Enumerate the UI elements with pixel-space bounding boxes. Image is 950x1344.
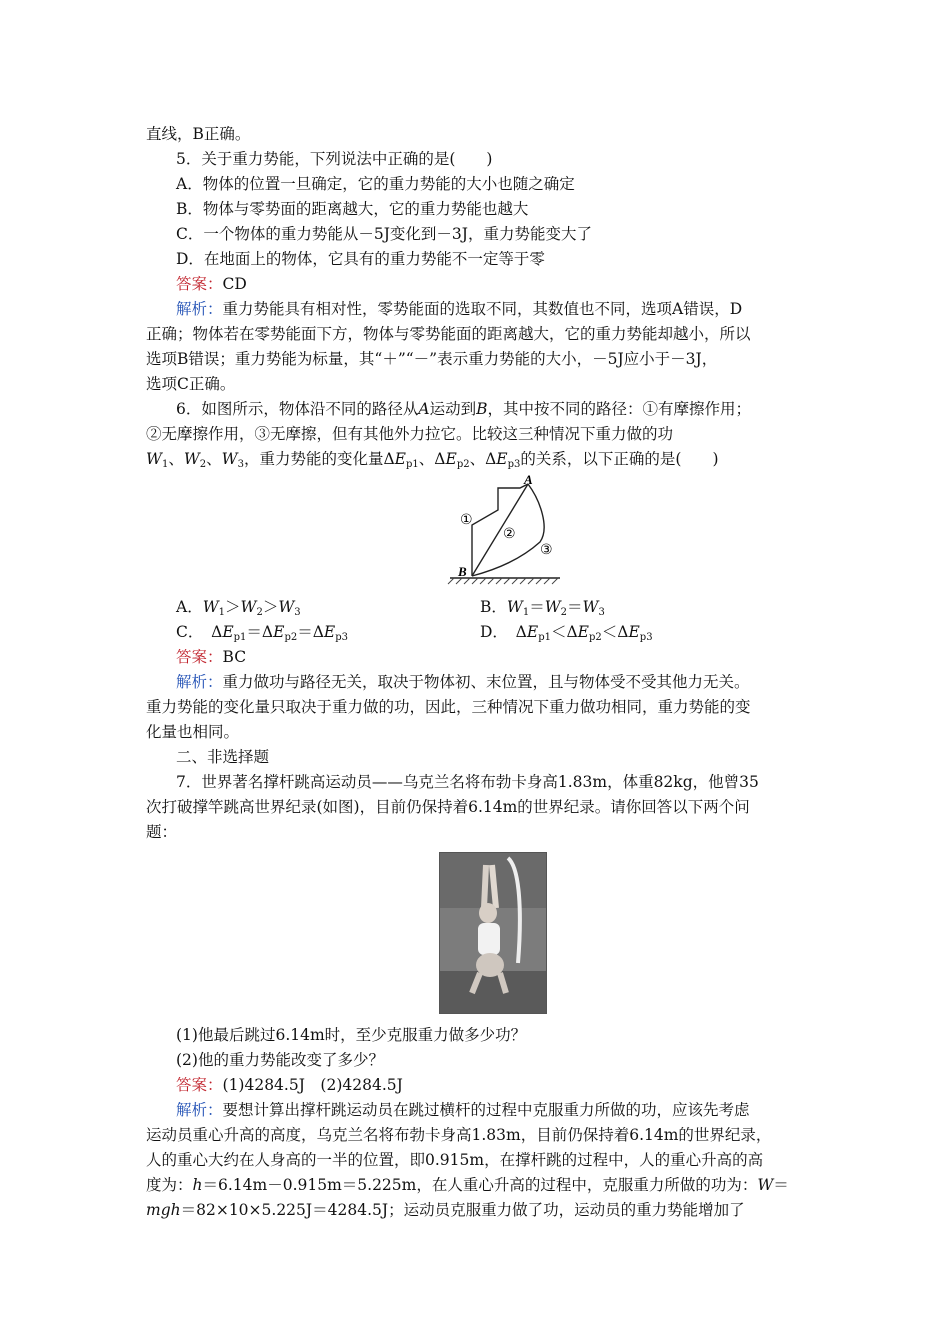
option-6b: B．$W_1=W_2=W_3$ bbox=[480, 598, 605, 618]
explanation-5-line-3: 选项B错误；重力势能为标量，其“＋”“－”表示重力势能的大小，－5J应小于－3J， bbox=[146, 350, 718, 368]
question-6-line-2: ②无摩擦作用，③无摩擦，但有其他外力拉它。比较这三种情况下重力做的功 bbox=[146, 425, 674, 443]
explanation-7-line-3: 人的重心大约在人身高的一半的位置，即0.915m，在撑杆跳的过程中，人的重心升高的高 bbox=[146, 1151, 764, 1169]
explanation-6-line-1: 解析：重力做功与路径无关，取决于物体初、末位置，且与物体受不受其他力无关。 bbox=[176, 673, 750, 691]
explanation-label: 解析： bbox=[176, 300, 223, 318]
explanation-5-line-4: 选项C正确。 bbox=[146, 375, 236, 393]
explanation-label: 解析： bbox=[176, 673, 223, 691]
question-6-line-1: 6．如图所示，物体沿不同的路径从A运动到B，其中按不同的路径：①有摩擦作用； bbox=[176, 400, 751, 418]
explanation-7-line-4: 度为：h＝6.14m－0.915m＝5.225m，在人重心升高的过程中，克服重力所做的功为：W＝ bbox=[146, 1176, 789, 1194]
options-6ab bbox=[0, 595, 950, 619]
question-7-line-3: 题： bbox=[146, 823, 178, 841]
options-6cd bbox=[0, 620, 950, 644]
answer-7: 答案：(1)4284.5J (2)4284.5J bbox=[176, 1076, 403, 1094]
question-7-line-2: 次打破撑竿跳高世界纪录(如图)，目前仍保持着6.14m的世界纪录。请你回答以下两个问 bbox=[146, 798, 750, 816]
answer-label: 答案： bbox=[176, 1076, 223, 1094]
pole-vault-photo-art bbox=[440, 853, 546, 1013]
path-1-label: ① bbox=[460, 512, 473, 528]
option-5b: B．物体与零势面的距离越大，它的重力势能也越大 bbox=[176, 200, 529, 218]
explanation-5-line-1: 解析：重力势能具有相对性，零势能面的选取不同，其数值也不同，选项A错误，D bbox=[176, 300, 743, 318]
text-line: 直线，B正确。 bbox=[146, 125, 251, 143]
point-a-label: A bbox=[524, 472, 533, 487]
explanation-6-line-2: 重力势能的变化量只取决于重力做的功，因此，三种情况下重力做功相同，重力势能的变 bbox=[146, 698, 751, 716]
option-5a: A．物体的位置一旦确定，它的重力势能的大小也随之确定 bbox=[176, 175, 575, 193]
option-5c: C．一个物体的重力势能从－5J变化到－3J，重力势能变大了 bbox=[176, 225, 593, 243]
answer-label: 答案： bbox=[176, 648, 223, 666]
question-7-sub-1: (1)他最后跳过6.14m时，至少克服重力做多少功？ bbox=[176, 1026, 527, 1044]
pole-vault-photo bbox=[439, 852, 547, 1014]
answer-5: 答案：CD bbox=[176, 275, 247, 293]
question-5: 5．关于重力势能，下列说法中正确的是( ) bbox=[176, 150, 493, 168]
explanation-6-line-3: 化量也相同。 bbox=[146, 723, 240, 741]
explanation-5-line-2: 正确；物体若在零势能面下方，物体与零势能面的距离越大，它的重力势能却越小，所以 bbox=[146, 325, 751, 343]
answer-label: 答案： bbox=[176, 275, 223, 293]
option-6c: C． $\Delta E_{p1}=\Delta E_{p2}=\Delta E_{p3}$ bbox=[176, 623, 348, 643]
path-2-label: ② bbox=[503, 526, 516, 542]
point-b-label: B bbox=[458, 564, 467, 579]
question-7-sub-2: (2)他的重力势能改变了多少？ bbox=[176, 1051, 384, 1069]
explanation-label: 解析： bbox=[176, 1101, 223, 1119]
path-diagram bbox=[440, 470, 580, 590]
option-5d: D．在地面上的物体，它具有的重力势能不一定等于零 bbox=[176, 250, 545, 268]
explanation-7-line-1: 解析：要想计算出撑杆跳运动员在跳过横杆的过程中克服重力所做的功，应该先考虑 bbox=[176, 1101, 750, 1119]
path-3-label: ③ bbox=[540, 542, 553, 558]
explanation-7-line-5: mgh＝82×10×5.225J＝4284.5J；运动员克服重力做了功，运动员的重力势能增加了 bbox=[146, 1201, 745, 1219]
path-2-line bbox=[472, 484, 528, 576]
question-7-line-1: 7．世界著名撑杆跳高运动员——乌克兰名将布勃卡身高1.83m，体重82kg，他曾35 bbox=[176, 773, 759, 791]
section-heading: 二、非选择题 bbox=[176, 748, 270, 766]
option-6a: A．$W_1>W_2>W_3$ bbox=[176, 598, 301, 618]
explanation-7-line-2: 运动员重心升高的高度，乌克兰名将布勃卡身高1.83m，目前仍保持着6.14m的世界纪录， bbox=[146, 1126, 772, 1144]
option-6d: D． $\Delta E_{p1}<\Delta E_{p2}<\Delta E_{p3}$ bbox=[480, 623, 653, 643]
answer-6: 答案：BC bbox=[176, 648, 247, 666]
question-6-line-3: $W_1$、$W_2$、$W_3$，重力势能的变化量$\Delta E_{p1}$、$\Delta E_{p2}$、$\Delta E_{p3}$的关系，以下正确的是( ) bbox=[146, 450, 719, 470]
